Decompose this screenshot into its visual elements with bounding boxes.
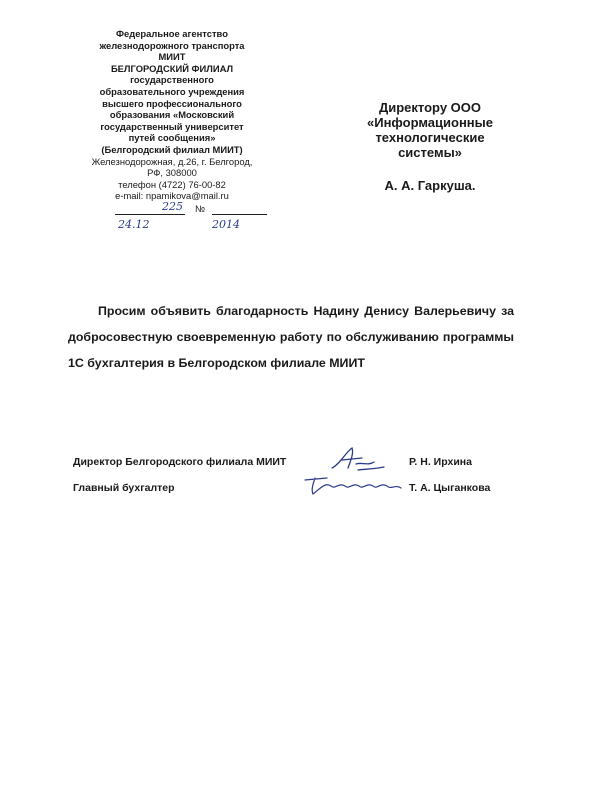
addressee-line: технологические [375, 130, 485, 145]
letter-body: Просим объявить благодарность Надину Денису Валерьевичу за добросовестную своевременную работу по обслуживанию программы 1С бухгалтерия в Белгородском филиале МИИТ [68, 304, 514, 370]
letterhead-line: железнодорожного транспорта [99, 39, 245, 51]
addressee-line: Директору ООО [378, 100, 481, 115]
signature-title: Директор Белгородского филиала МИИТ [73, 456, 287, 468]
reg-underline [115, 214, 185, 215]
letterhead-line: путей сообщения» [128, 132, 216, 144]
letterhead-address: Железнодорожная, д.26, г. Белгород, [91, 155, 253, 167]
reg-underline [212, 214, 267, 215]
letterhead-line: (Белгородский филиал МИИТ) [101, 143, 243, 155]
letterhead-line: высшего профессионального [102, 97, 242, 109]
addressee-line: системы» [398, 145, 462, 160]
addressee-line: «Информационные [367, 115, 493, 130]
letterhead-line: государственный университет [100, 120, 244, 132]
signature-row-accountant [73, 478, 533, 500]
letterhead-postcode: РФ, 308000 [147, 167, 197, 179]
handwritten-date: 24.12 [118, 218, 150, 231]
addressee-block [340, 100, 520, 193]
addressee-name: А. А. Гаркуша. [384, 178, 476, 193]
number-sign: № [195, 202, 206, 214]
registration-number: 225 [162, 199, 183, 213]
registration-line [62, 199, 282, 215]
letterhead-email: e-mail: npamikova@mail.ru [115, 190, 229, 202]
signature-title: Главный бухгалтер [73, 482, 175, 494]
letterhead-line: образования «Московский [109, 109, 235, 121]
letterhead-line: Федеральное агентство [116, 28, 228, 39]
letterhead-line: БЕЛГОРОДСКИЙ ФИЛИАЛ [110, 62, 234, 74]
signature-person: Т. А. Цыганкова [409, 482, 491, 494]
letterhead-line: МИИТ [158, 51, 186, 63]
letterhead-phone: телефон (4722) 76-00-82 [118, 178, 226, 190]
signature-person: Р. Н. Ирхина [409, 456, 472, 468]
letterhead-line: государственного [130, 74, 214, 86]
signature-accountant-image [301, 470, 406, 500]
letterhead [62, 28, 282, 215]
letterhead-line: образовательного учреждения [99, 85, 245, 97]
handwritten-year: 2014 [212, 218, 240, 231]
